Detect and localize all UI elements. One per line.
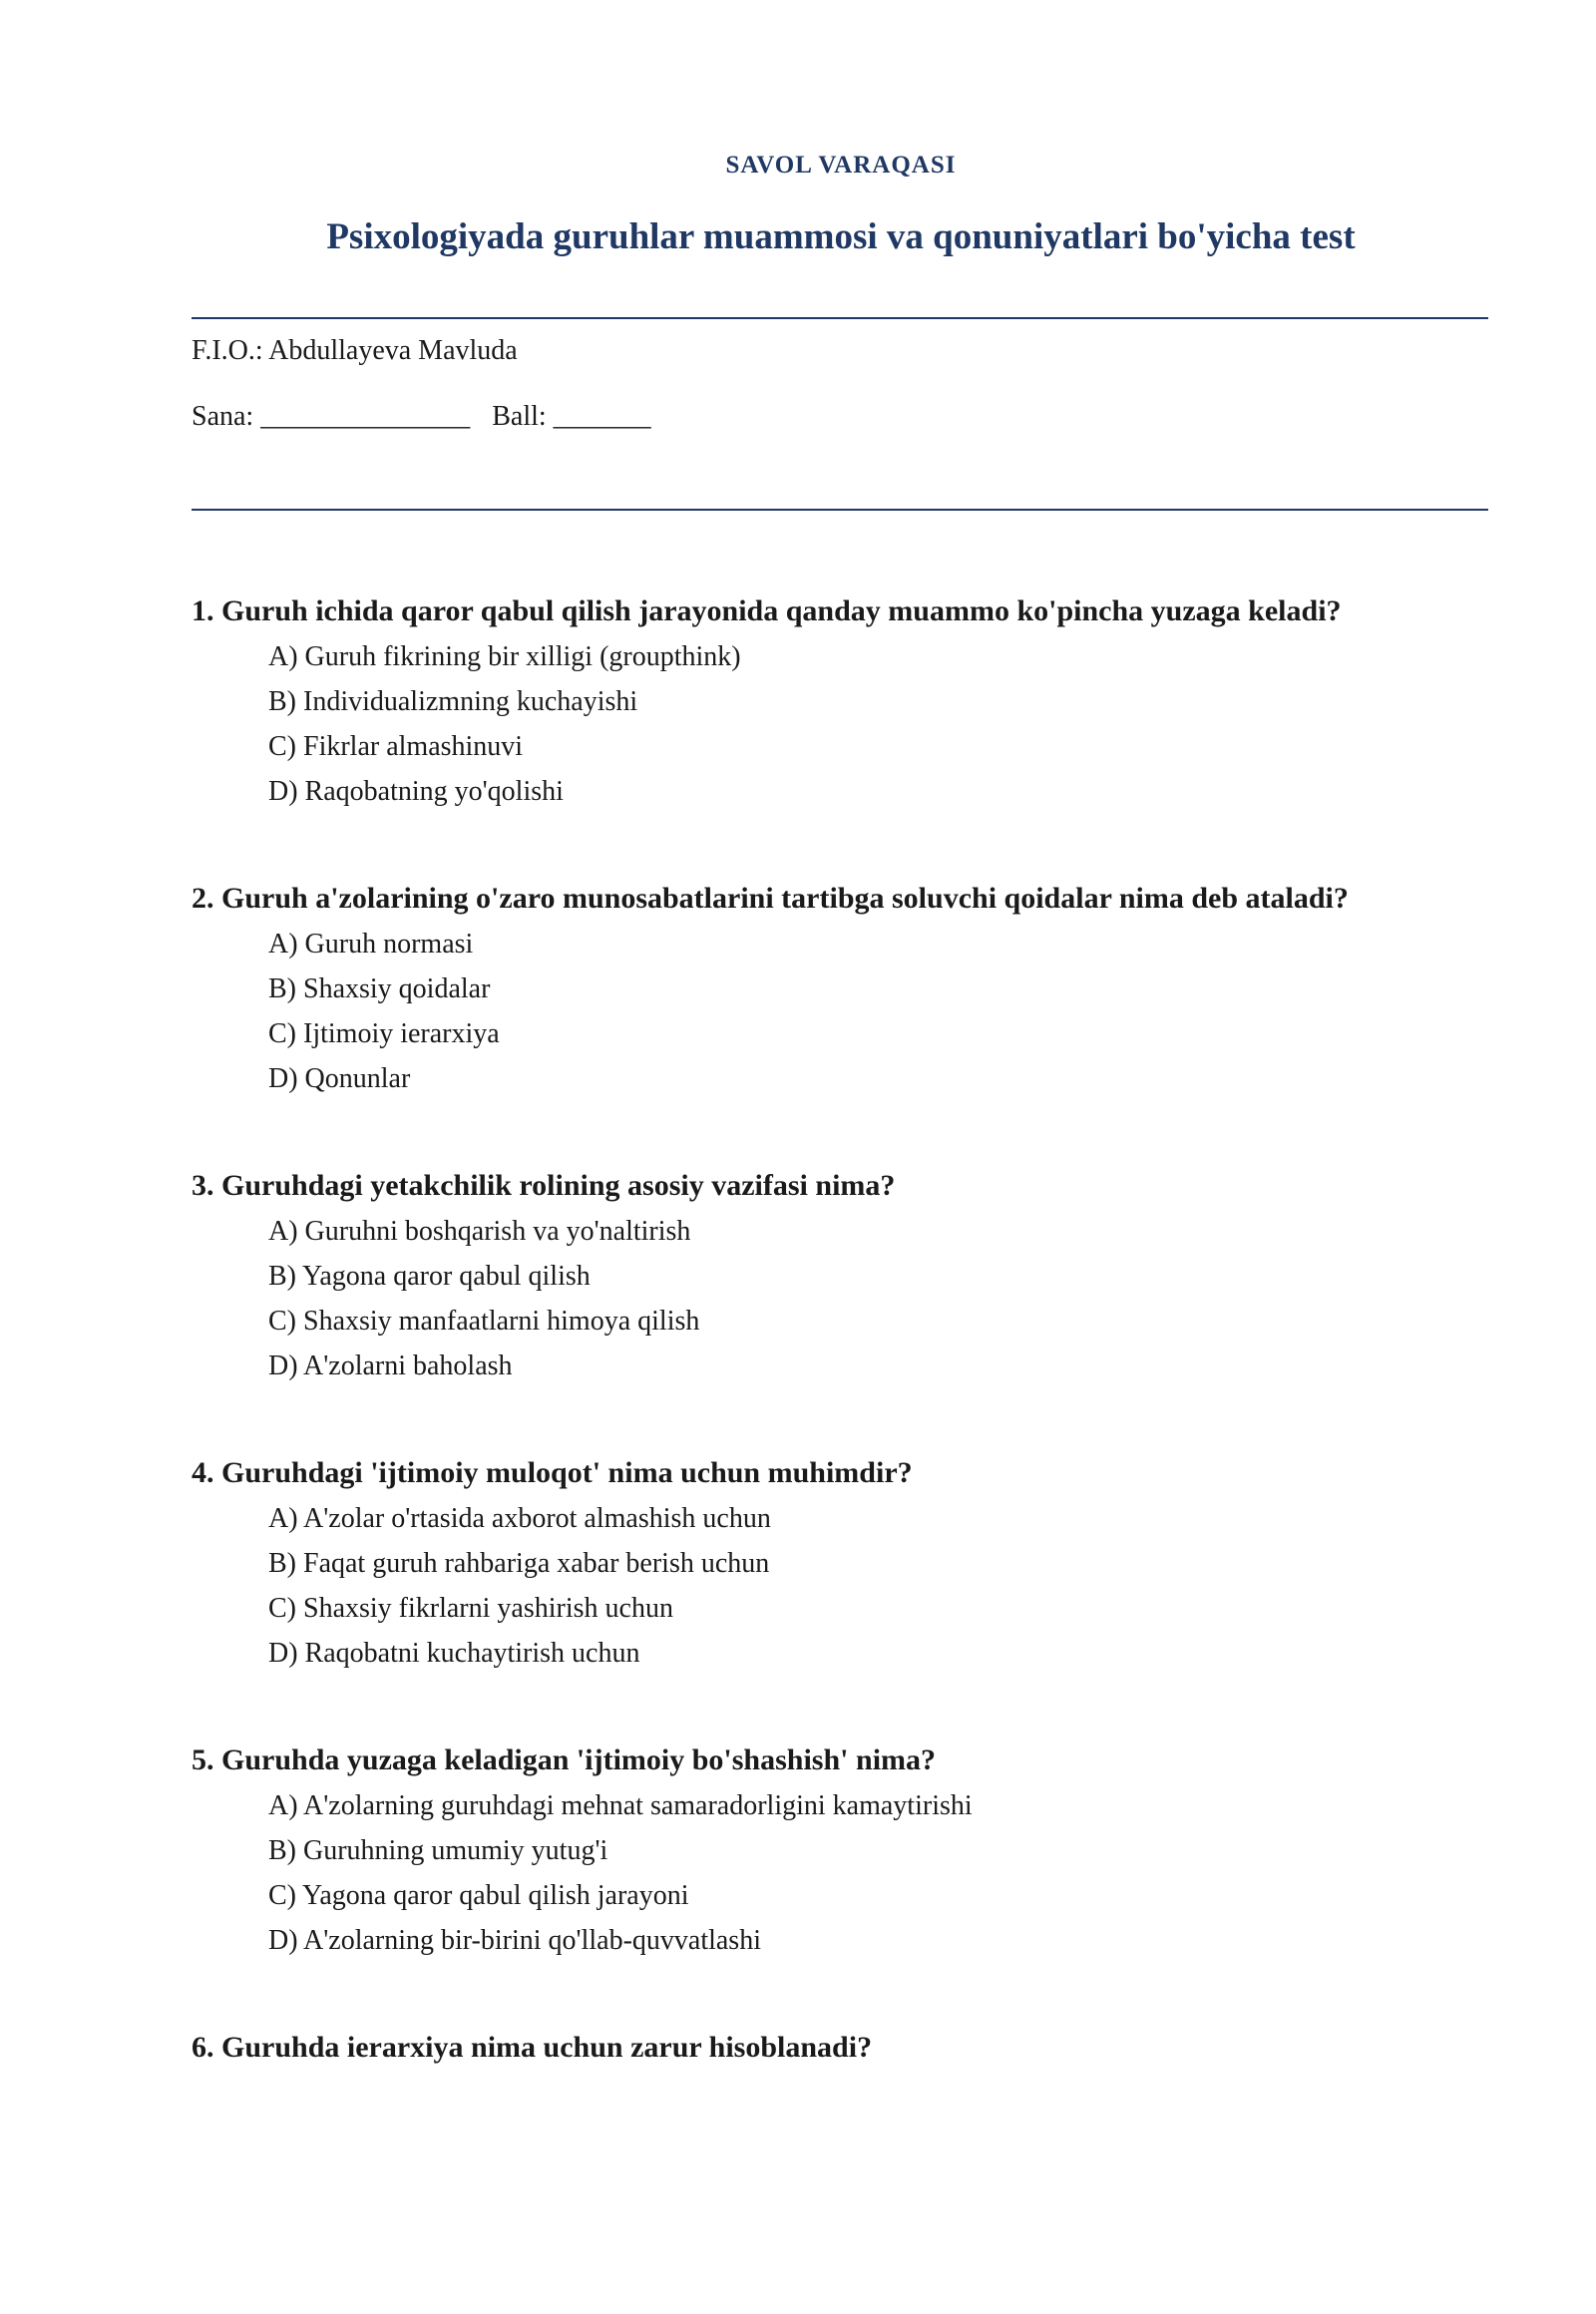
score-field: Ball: _______ [492,401,651,432]
question-list [192,590,1508,2314]
answer-option: C) Fikrlar almashinuvi [268,731,524,762]
answer-option: C) Yagona qaror qabul qilish jarayoni [268,1880,689,1911]
question-text: 4. Guruhdagi 'ijtimoiy muloqot' nima uchun muhimdir? [192,1456,913,1489]
answer-option: D) A'zolarni baholash [268,1350,513,1381]
document-title: Psixologiyada guruhlar muammosi va qonuniyatlari bo'yicha test [326,216,1356,257]
question-2 [192,878,1508,1165]
question-6 [192,2027,1508,2314]
question-text: 3. Guruhdagi yetakchilik rolining asosiy vazifasi nima? [192,1169,896,1202]
date-field: Sana: _______________ [192,401,471,432]
answer-option: C) Shaxsiy manfaatlarni himoya qilish [268,1306,700,1337]
question-text: 5. Guruhda yuzaga keladigan 'ijtimoiy bo'shashish' nima? [192,1743,937,1776]
answer-option: A) Guruh fikrining bir xilligi (groupthink) [268,641,741,672]
answer-option: B) Yagona qaror qabul qilish [268,1261,591,1292]
answer-option: D) Qonunlar [268,1063,411,1094]
question-3 [192,1165,1508,1452]
answer-option: C) Shaxsiy fikrlarni yashirish uchun [268,1593,673,1624]
answer-option: A) A'zolarning guruhdagi mehnat samaradorligini kamaytirishi [268,1790,973,1821]
document-label: SAVOL VARAQASI [725,152,957,179]
answer-option: B) Faqat guruh rahbariga xabar berish uchun [268,1548,770,1579]
answer-option: D) A'zolarning bir-birini qo'llab-quvvatlashi [268,1925,761,1956]
question-text: 6. Guruhda ierarxiya nima uchun zarur hisoblanadi? [192,2031,873,2064]
answer-option: C) Ijtimoiy ierarxiya [268,1018,500,1049]
question-text: 1. Guruh ichida qaror qabul qilish jarayonida qanday muammo ko'pincha yuzaga keladi? [192,594,1342,627]
answer-option: D) Raqobatni kuchaytirish uchun [268,1638,640,1669]
top-divider [192,317,1488,319]
question-5 [192,1739,1508,2027]
bottom-divider [192,509,1488,511]
question-1 [192,590,1508,878]
answer-option: B) Shaxsiy qoidalar [268,973,491,1004]
answer-option: A) A'zolar o'rtasida axborot almashish uchun [268,1503,771,1534]
answer-option: D) Raqobatning yo'qolishi [268,776,564,807]
answer-option: B) Individualizmning kuchayishi [268,686,638,717]
question-4 [192,1452,1508,1739]
answer-option: A) Guruhni boshqarish va yo'naltirish [268,1216,691,1247]
date-score-line [192,401,651,433]
answer-option: A) Guruh normasi [268,929,474,960]
student-name: F.I.O.: Abdullayeva Mavluda [192,335,518,366]
question-text: 2. Guruh a'zolarining o'zaro munosabatlarini tartibga soluvchi qoidalar nima deb ataladi? [192,882,1349,915]
answer-option: B) Guruhning umumiy yutug'i [268,1835,608,1866]
